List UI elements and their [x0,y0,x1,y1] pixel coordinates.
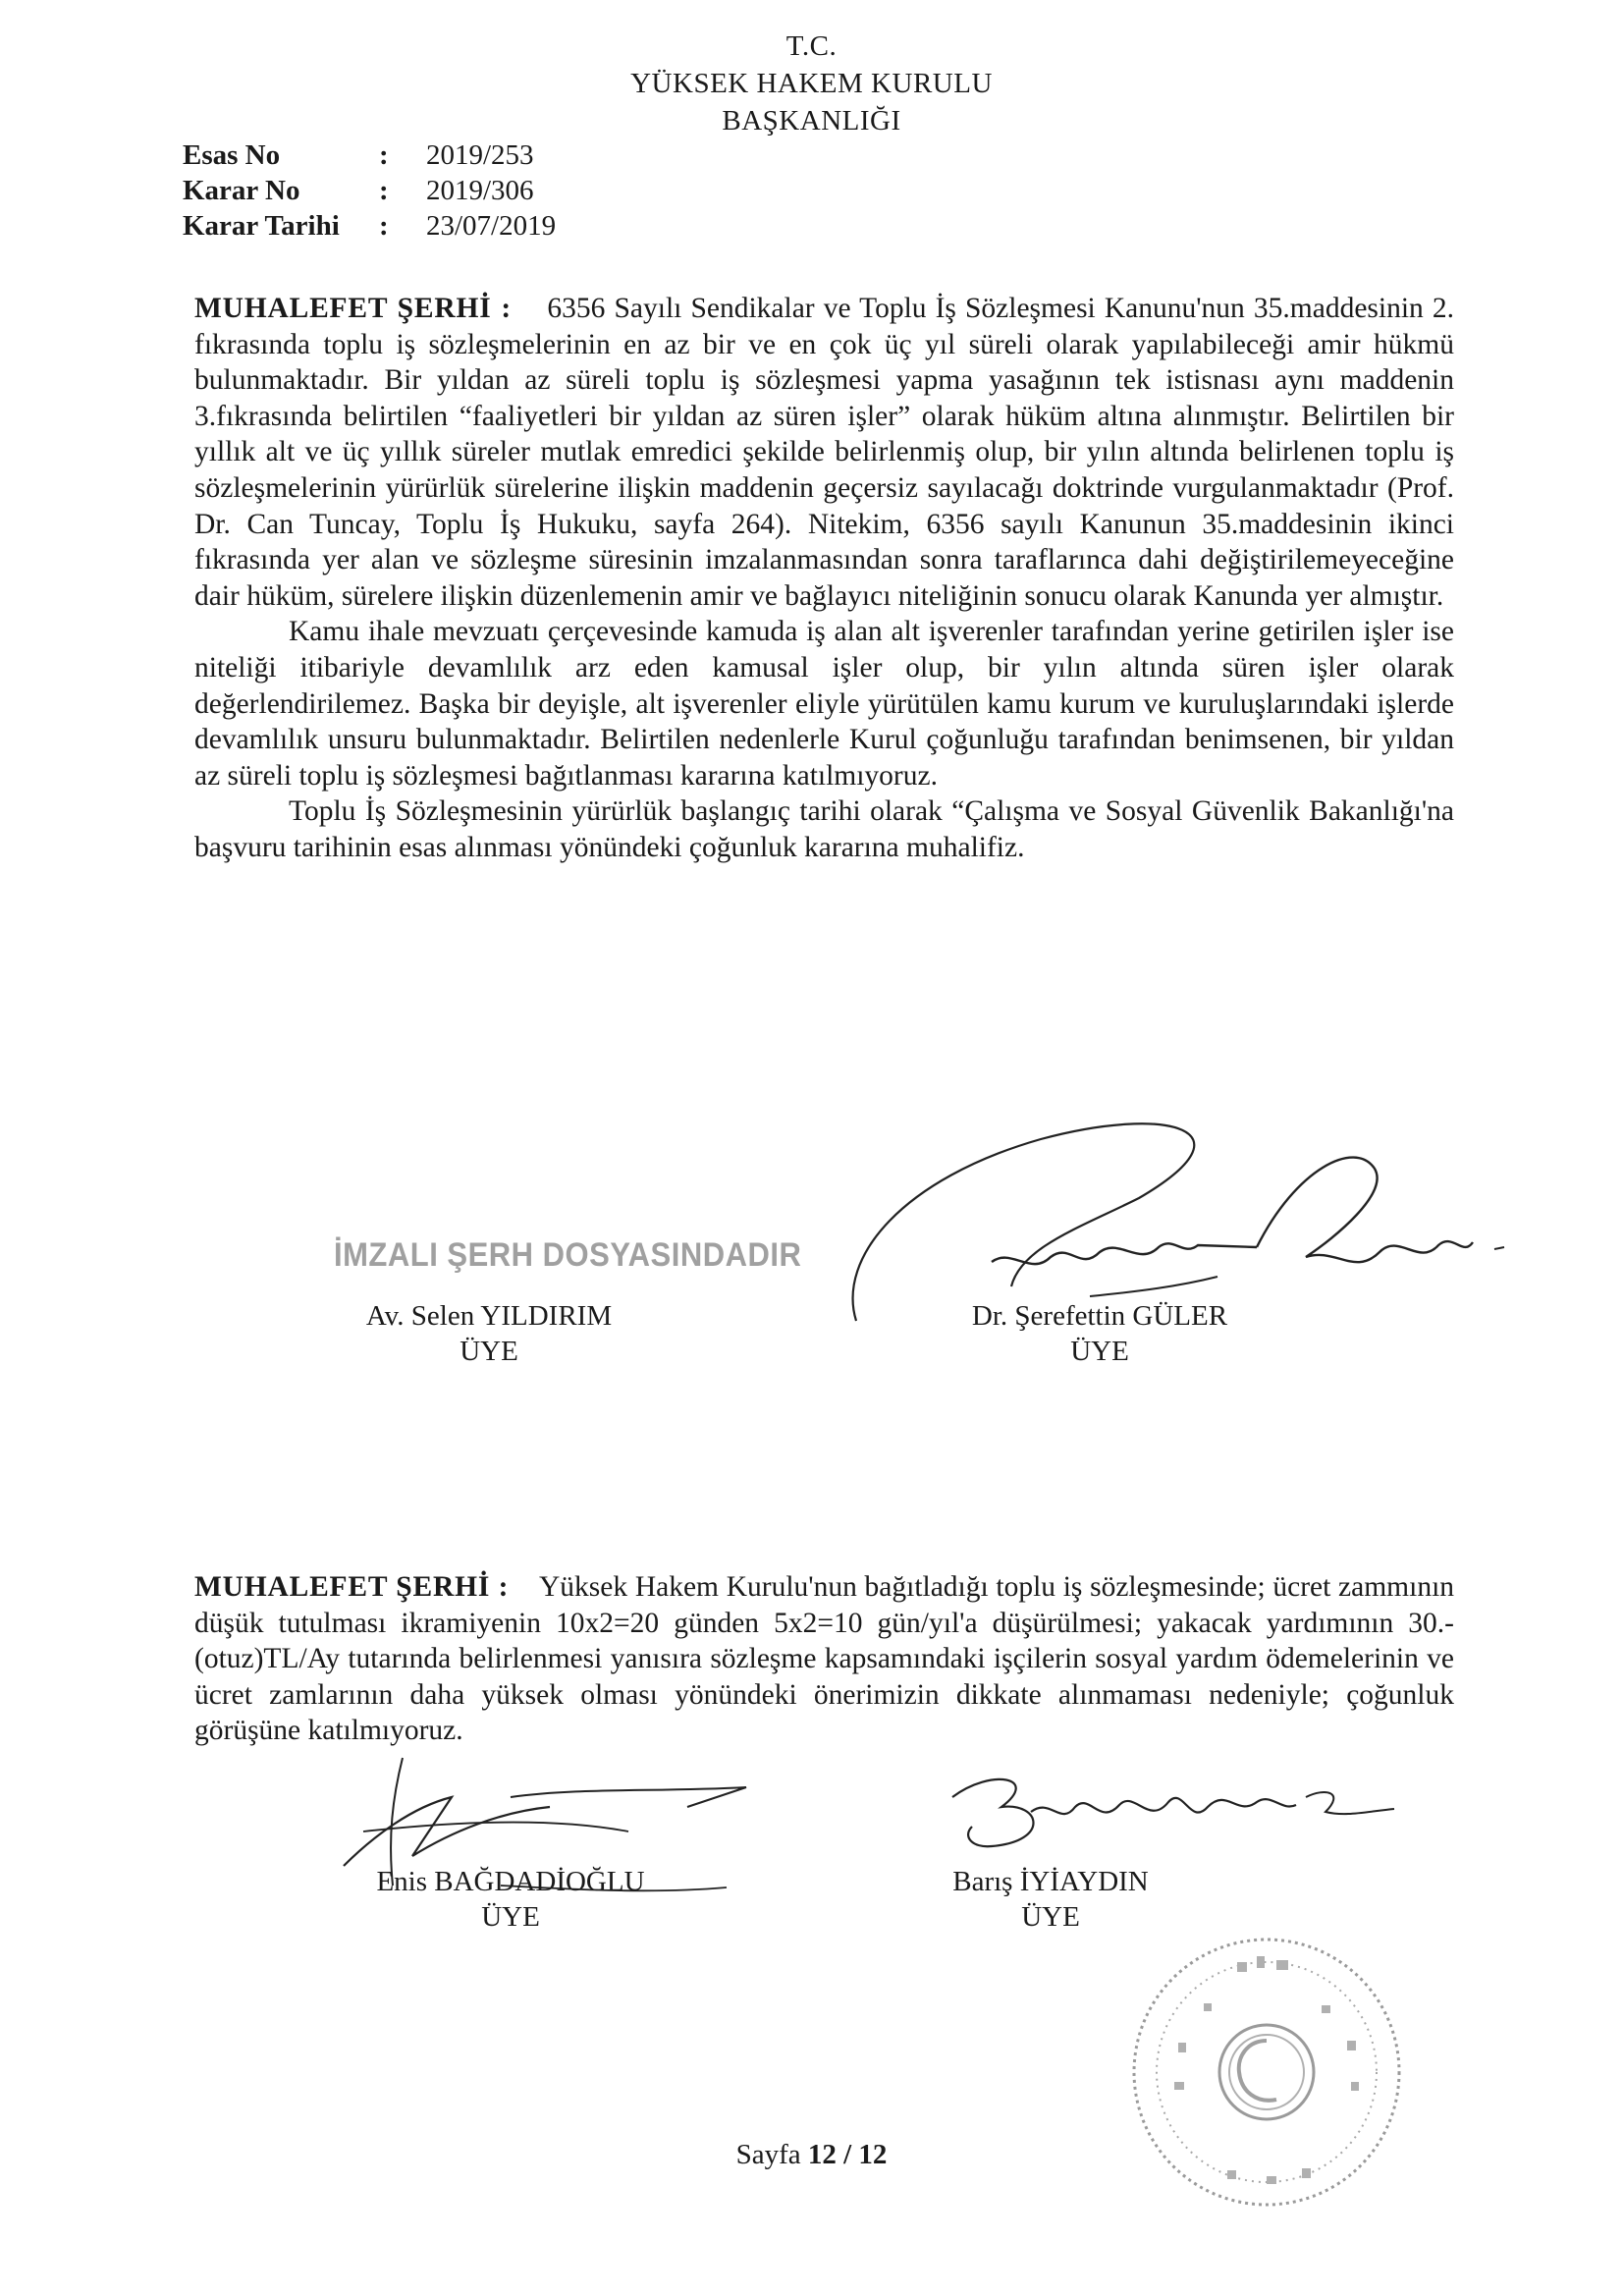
signatory-guler [903,1298,1296,1369]
dissent-paragraph [194,1569,1454,1749]
header-presidency: BAŞKANLIĞI [722,105,901,137]
case-meta [183,137,556,244]
dissent-heading: MUHALEFET ŞERHİ : [194,1571,510,1603]
meta-value: 2019/253 [426,139,534,171]
signatory-name: Dr. Şerefettin GÜLER [971,1300,1228,1332]
page-count: 12 / 12 [807,2139,888,2170]
signatory-role: ÜYE [1070,1336,1129,1367]
signatory-name: Enis BAĞDADİOĞLU [376,1866,645,1897]
signatory-yildirim [312,1298,666,1369]
page-number [0,2139,1623,2171]
meta-separator: : [379,139,389,171]
signatory-role: ÜYE [460,1336,518,1367]
meta-label: Karar No [183,175,300,206]
meta-label: Karar Tarihi [183,210,340,242]
signatory-role: ÜYE [1021,1901,1080,1933]
header-tc: T.C. [785,30,838,62]
signatory-name: Barış İYİAYDIN [952,1866,1149,1897]
dissent-opinion-2 [194,1569,1454,1749]
signatory-role: ÜYE [481,1901,540,1933]
meta-separator: : [379,210,389,242]
meta-row-tarih [183,208,556,244]
dissent-paragraph: Toplu İş Sözleşmesinin yürürlük başlangıç tarihi olarak “Çalışma ve Sosyal Güvenlik Bakanlığı'na başvuru tarihinin esas alınması yönündeki çoğunluk kararına muhalifiz. [194,795,1454,863]
meta-row-esas [183,137,556,173]
meta-separator: : [379,175,389,206]
signatory-name: Av. Selen YILDIRIM [365,1300,613,1332]
signature-iyiaydin [933,1758,1404,1866]
dissent-heading: MUHALEFET ŞERHİ : [194,293,513,324]
official-seal [1119,1925,1414,2219]
header-institution: YÜKSEK HAKEM KURULU [630,68,993,99]
meta-value: 2019/306 [426,175,534,206]
meta-label: Esas No [183,139,281,171]
page-label: Sayfa [735,2139,801,2170]
dissent-text: 6356 Sayılı Sendikalar ve Toplu İş Sözleşmesi Kanunu'nun 35.maddesinin 2. fıkrasında toplu iş sözleşmelerinin en az bir ve en çok üç yıl süreli olarak yapılabileceği amir hükmü bulunmaktadır. Bir yıldan az süreli toplu iş sözleşmesi yapma yasağının tek istisnası aynı maddenin 3.fıkrasında belirtilen “faaliyetleri bir yıldan az süren işler” olarak hüküm altına alınmıştır. Belirtilen bir yıllık alt ve üç yıllık süreler mutlak emredici şekilde belirlenmiş olup, bir yılın altında belirlenen toplu iş sözleşmelerinin yürürlük sürelerine ilişkin maddenin geçersiz sayılacağı doktrinde vurgulanmaktadır (Prof. Dr. Can Tuncay, Toplu İş Hukuku, sayfa 264). Nitekim, 6356 sayılı Kanunun 35.maddesinin ikinci fıkrasında yer alan ve sözleşme süresinin imzalanmasından sonra taraflarınca dahi değiştirilemeyeceğine dair hüküm, sürelere ilişkin düzenlemenin amir ve bağlayıcı niteliğinin sonucu olarak Kanunda yer almıştır. [194,293,1455,612]
meta-row-karar [183,173,556,208]
dissent-paragraph [194,291,1454,614]
signatory-bagdadioglu [334,1864,687,1935]
signed-on-file-stamp: İMZALI ŞERH DOSYASINDADIR [334,1235,802,1274]
dissent-opinion-1 [194,291,1454,866]
meta-value: 23/07/2019 [426,210,557,242]
dissent-text: Yüksek Hakem Kurulu'nun bağıtladığı toplu iş sözleşmesinde; ücret zammının düşük tutulması ikramiyenin 10x2=20 günden 5x2=10 gün/yıl'a düşürülmesi; yakacak yardımının 30.-(otuz)TL/Ay tutarında belirlenmesi yanısıra sözleşme kapsamındaki işçilerin sosyal yardım ödemelerinin ve ücret zamlarının daha yüksek olması yönündeki önerimizin dikkate alınmaması nedeniyle; çoğunluk görüşüne katılmıyoruz. [194,1571,1455,1747]
dissent-paragraph: Kamu ihale mevzuatı çerçevesinde kamuda iş alan alt işverenler tarafından yerine getirilen işler ise niteliği itibariyle devamlılık arz eden kamusal işler olup, bir yılın altında süren işler olarak değerlendirilemez. Başka bir deyişle, alt işverenler eliyle yürütülen kamu kurum ve kuruluşlarındaki işlerde devamlılık unsuru bulunmaktadır. Belirtilen nedenlerle Kurul çoğunluğu tarafından benimsenen, bir yıldan az süreli toplu iş sözleşmesi bağıtlanması kararına katılmıyoruz. [194,616,1454,792]
